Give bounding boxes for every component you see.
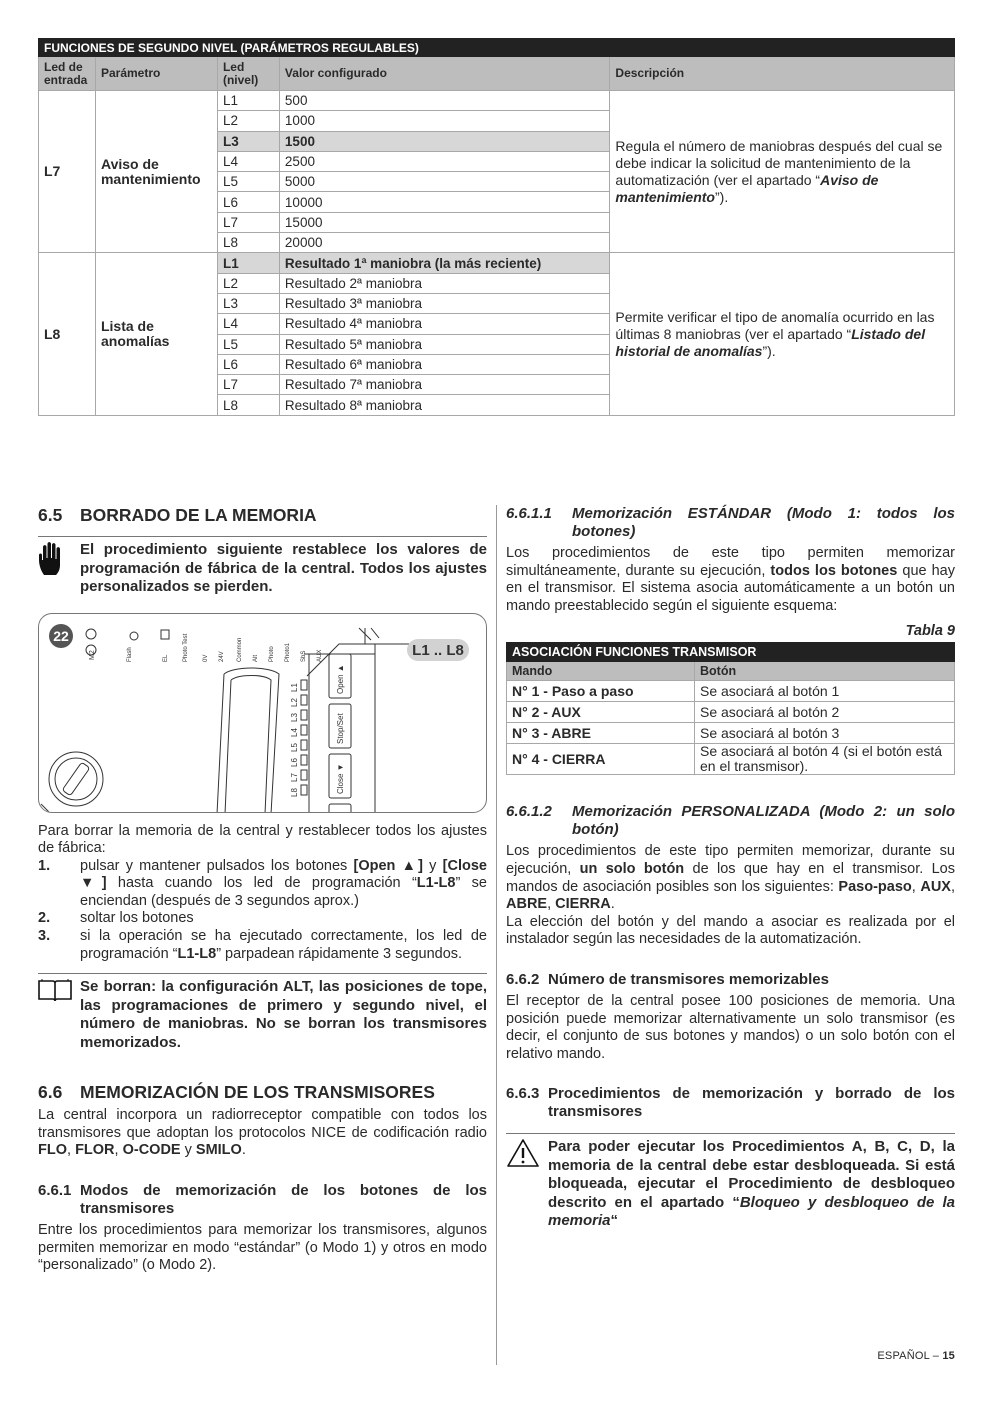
emphasis: [Close ▼] [80, 857, 487, 892]
button: Se asociará al botón 2 [695, 702, 955, 723]
column-header: Led de entrada [39, 57, 96, 91]
led-indicator [301, 740, 307, 750]
level-led: L5 [217, 172, 279, 192]
terminal-label: Photo Test [183, 633, 189, 662]
terminal-label: EL [163, 654, 169, 662]
erase-note [38, 973, 487, 1052]
led-label: L2 [290, 697, 299, 707]
led-indicator [301, 785, 307, 795]
caption-row [507, 643, 955, 662]
configured-value: Resultado 4ª maniobra [279, 314, 610, 334]
section-6-6-3-heading: 6.6.3 Procedimientos de memorización y borrado de los transmisores [506, 1085, 955, 1121]
table-9-label: Tabla 9 [905, 623, 955, 640]
led-label: L1 [290, 682, 299, 692]
configured-value: Resultado 6ª maniobra [279, 354, 610, 374]
level-led: L2 [217, 111, 279, 131]
led-indicator [301, 695, 307, 705]
emphasis: O-CODE [122, 1142, 181, 1159]
book-icon [38, 978, 80, 1052]
command: N° 3 - ABRE [507, 723, 695, 744]
table-row [507, 744, 955, 775]
table-row [39, 253, 955, 273]
emphasis: Paso-paso [838, 878, 912, 895]
board-button-label: Open ▲ [336, 663, 345, 694]
terminal-label: SbS [301, 650, 307, 662]
description: Permite verificar el tipo de anomalía ocurrido en las últimas 8 maniobras (ver el apartado “Listado del historial de anomalías”). [610, 253, 955, 415]
section-6-6-1-2-text: Los procedimientos de este tipo permiten memorizar, durante su ejecución, un solo botón de los que hay en el transmisor. Los mandos de asociación posibles son los siguientes: Paso-paso, AUX, ABRE, CIERRA. [506, 843, 955, 913]
header-row [39, 57, 955, 91]
column-header: Parámetro [95, 57, 217, 91]
emphasis: FLO [38, 1142, 67, 1159]
emphasis: SMILO [195, 1142, 242, 1159]
emphasis: CIERRA [555, 896, 611, 913]
figure-number: 22 [53, 627, 69, 644]
section-6-6-heading: 6.6 MEMORIZACIÓN DE LOS TRANSMISORES [38, 1082, 435, 1103]
emphasis: ABRE [506, 896, 548, 913]
level-led: L4 [217, 151, 279, 171]
left-column [38, 505, 487, 1275]
column-header: Mando [507, 662, 695, 681]
configured-value: Resultado 1ª maniobra (la más reciente) [279, 253, 610, 273]
hand-stop-icon [38, 541, 80, 597]
terminal-label: Photo1 [285, 642, 291, 662]
level-led: L4 [217, 314, 279, 334]
step-text: pulsar y mantener pulsados los botones [Open ▲] y [Close ▼] hasta cuando los led de programación “L1-L8” se enciendan (después de 3 segundos aprox.) [80, 857, 487, 909]
factory-reset-warning [38, 536, 487, 597]
terminal-label: Alt [253, 654, 259, 662]
terminal-label: 0V [203, 654, 209, 662]
button: Se asociará al botón 3 [695, 723, 955, 744]
emphasis: todos los botones [770, 562, 898, 579]
input-led: L8 [39, 253, 96, 415]
table-caption: ASOCIACIÓN FUNCIONES TRANSMISOR [507, 643, 955, 662]
table-caption: FUNCIONES DE SEGUNDO NIVEL (PARÁMETROS REGULABLES) [39, 39, 955, 57]
led-indicator [301, 755, 307, 765]
led-indicator [301, 770, 307, 780]
command: N° 2 - AUX [507, 702, 695, 723]
table-row [39, 91, 955, 111]
emphasis: L1-L8 [416, 875, 456, 892]
terminal-label: Flash [127, 646, 133, 662]
step-text: soltar los botones [80, 910, 194, 927]
step-number: 2. [38, 910, 51, 927]
led-label: L3 [290, 712, 299, 722]
configured-value: Resultado 7ª maniobra [279, 375, 610, 395]
header-row [507, 662, 955, 681]
configured-value: Resultado 5ª maniobra [279, 334, 610, 354]
section-6-6-1-text: Entre los procedimientos para memorizar los transmisores, algunos permiten memorizar en modo “estándar” (o Modo 1) y otros en modo “personalizado” (o Modo 2). [38, 1222, 487, 1274]
configured-value: Resultado 8ª maniobra [279, 395, 610, 415]
emphasis: L1-L8 [177, 945, 217, 962]
emphasis: Bloqueo y desbloqueo de la memoria [548, 1193, 955, 1230]
configured-value: 5000 [279, 172, 610, 192]
board-button-label: Close ▼ [336, 762, 345, 794]
column-header: Led (nivel) [217, 57, 279, 91]
level-led: L3 [217, 293, 279, 313]
level-led: L7 [217, 212, 279, 232]
memory-lock-warning-text: Para poder ejecutar los Procedimientos A, B, C, D, la memoria de la central debe estar desbloqueada. Si está bloqueada, ejecutar el Procedimiento de desbloqueo descrito en el apartado “Bloqueo y desbloqueo de la memoria“ [548, 1138, 955, 1230]
section-6-6-1-1-text: Los procedimientos de este tipo permiten memorizar simultáneamente, durante su ejecución, todos los botones que hay en el transmisor. El sistema asocia automáticamente a un botón un mando preestablecido según el siguiente esquema: [506, 545, 955, 614]
column-header: Descripción [610, 57, 955, 91]
section-6-6-2-text: El receptor de la central posee 100 posiciones de memoria. Una posición puede memorizar alternativamente un solo transmisor (es decir, el conjunto de sus botones y mandos) o un solo botón con el relativo mando. [506, 992, 955, 1062]
command: N° 4 - CIERRA [507, 744, 695, 775]
table-row [507, 723, 955, 744]
led-indicator [301, 725, 307, 735]
warning-triangle-icon [506, 1138, 548, 1231]
emphasis: Aviso de mantenimiento [615, 171, 879, 205]
second-level-functions-table [38, 38, 955, 416]
column-divider [496, 505, 497, 1365]
led-label: L7 [290, 772, 299, 782]
section-6-6-text: La central incorpora un radiorreceptor compatible con todos los transmisores que adoptan los protocolos NICE de codificación radio FLO, FLOR, O-CODE y SMILO. [38, 1107, 487, 1159]
configured-value: Resultado 3ª maniobra [279, 293, 610, 313]
level-led: L2 [217, 273, 279, 293]
configured-value: 1500 [279, 131, 610, 151]
board-button-label: Stop/Set [336, 712, 345, 744]
section-6-6-1-1-heading: 6.6.1.1 Memorización ESTÁNDAR (Modo 1: todos los botones) [506, 505, 955, 540]
level-led: L7 [217, 375, 279, 395]
configured-value: 2500 [279, 151, 610, 171]
step-item [38, 928, 487, 963]
configured-value: 20000 [279, 233, 610, 253]
section-6-6-2-heading: 6.6.2 Número de transmisores memorizables [506, 970, 829, 988]
configured-value: 1000 [279, 111, 610, 131]
figure-22-control-board [38, 613, 487, 813]
column-header: Botón [695, 662, 955, 681]
led-indicator [301, 680, 307, 690]
erase-note-text: Se borran: la configuración ALT, las posiciones de tope, las programaciones de primero y segundo nivel, el número de maniobras. No se borran los transmisores memorizados. [80, 978, 487, 1051]
description: Regula el número de maniobras después del cual se debe indicar la solicitud de mantenimiento de la automatización (ver el apartado “Aviso de mantenimiento”). [610, 91, 955, 253]
led-label: L5 [290, 742, 299, 752]
emphasis: AUX [920, 878, 951, 895]
led-indicator [301, 710, 307, 720]
configured-value: 500 [279, 91, 610, 111]
table-row [507, 702, 955, 723]
section-6-5-title: BORRADO DE LA MEMORIA [80, 505, 317, 525]
level-led: L3 [217, 131, 279, 151]
parameter: Aviso de mantenimiento [95, 91, 217, 253]
button: Se asociará al botón 4 (si el botón está en el transmisor). [695, 744, 955, 775]
section-6-5-heading: 6.5 BORRADO DE LA MEMORIA [38, 505, 317, 525]
section-6-6-1-2-text2: La elección del botón y del mando a asociar es realizada por el instalador según las necesidades de la automatización. [506, 913, 955, 948]
emphasis: [Open ▲] [353, 857, 423, 874]
right-column [506, 505, 955, 1231]
column-header: Valor configurado [279, 57, 610, 91]
step-item [38, 858, 487, 911]
leds-label: L1 .. L8 [412, 641, 464, 659]
page-footer: ESPAÑOL – 15 [877, 1350, 955, 1362]
led-label: L4 [290, 727, 299, 737]
reset-intro: Para borrar la memoria de la central y restablecer todos los ajustes de fábrica: [38, 822, 487, 857]
section-6-6-title: MEMORIZACIÓN DE LOS TRANSMISORES [80, 1082, 435, 1103]
transmitter-functions-table [506, 642, 955, 775]
level-led: L8 [217, 395, 279, 415]
emphasis: Listado del historial de anomalías [615, 325, 926, 359]
section-6-6-1-2-heading: 6.6.1.2 Memorización PERSONALIZADA (Modo 2: un solo botón) [506, 803, 955, 839]
reset-steps [38, 858, 487, 964]
configured-value: 10000 [279, 192, 610, 212]
terminal-label: AUX [317, 649, 323, 662]
warning-text: El procedimiento siguiente restablece los valores de programación de fábrica de la central. Todos los ajustes personalizados se pierden. [80, 541, 487, 595]
configured-value: Resultado 2ª maniobra [279, 273, 610, 293]
terminal-label: M2 [89, 649, 96, 660]
step-item [38, 910, 487, 928]
step-number: 3. [38, 928, 51, 945]
section-6-6-1-heading: 6.6.1 Modos de memorización de los botones de los transmisores [38, 1182, 487, 1218]
led-label: L6 [290, 757, 299, 767]
caption-row [39, 39, 955, 57]
memory-lock-warning [506, 1133, 955, 1231]
command: N° 1 - Paso a paso [507, 681, 695, 702]
step-text: si la operación se ha ejecutado correctamente, los led de programación “L1-L8” parpadean rápidamente 3 segundos. [80, 928, 487, 962]
emphasis: FLOR [75, 1142, 115, 1159]
terminal-label: 24V [219, 650, 225, 662]
step-number: 1. [38, 857, 51, 874]
level-led: L6 [217, 354, 279, 374]
parameter: Lista de anomalías [95, 253, 217, 415]
level-led: L1 [217, 91, 279, 111]
terminal-label: Common [237, 637, 243, 662]
level-led: L8 [217, 233, 279, 253]
button: Se asociará al botón 1 [695, 681, 955, 702]
terminal-label: Photo [269, 645, 275, 662]
level-led: L1 [217, 253, 279, 273]
input-led: L7 [39, 91, 96, 253]
configured-value: 15000 [279, 212, 610, 232]
table-row [507, 681, 955, 702]
level-led: L6 [217, 192, 279, 212]
led-label: L8 [290, 787, 299, 797]
level-led: L5 [217, 334, 279, 354]
emphasis: un solo botón [579, 860, 685, 877]
